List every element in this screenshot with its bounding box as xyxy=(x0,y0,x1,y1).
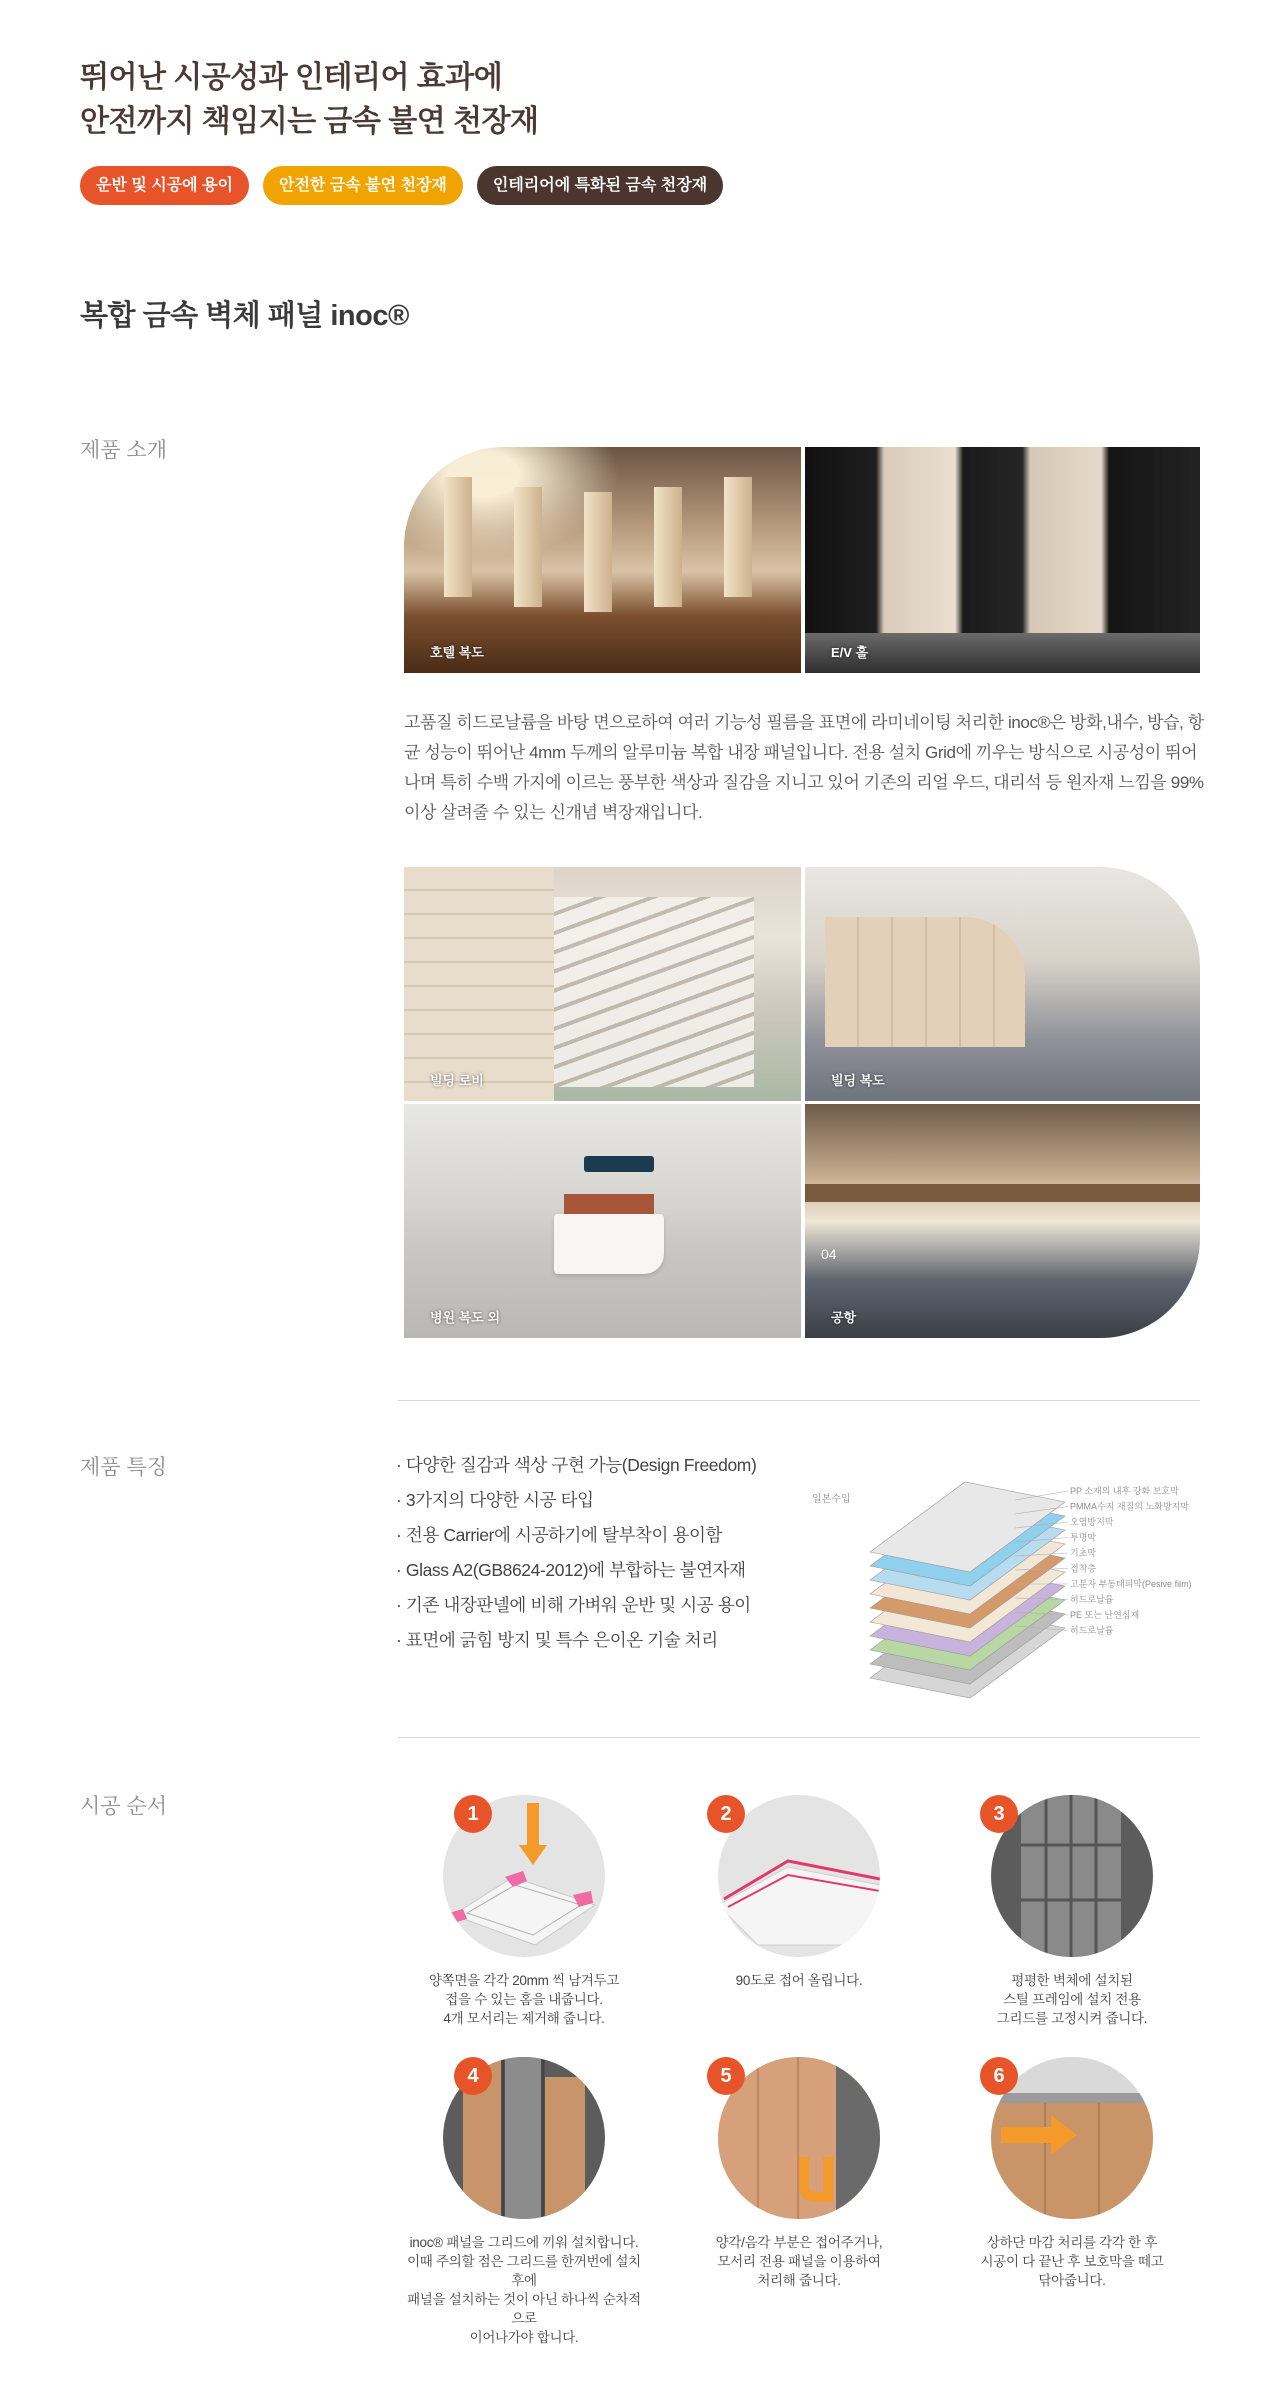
photo-hotel-corridor xyxy=(404,447,801,673)
diagram-layer-label: 접착층 xyxy=(1070,1563,1097,1574)
step-text-line: 모서리 전용 패널을 이용하여 xyxy=(717,2254,881,2269)
feature-item: · 다양한 질감과 색상 구현 가능(Design Freedom) xyxy=(396,1455,757,1475)
step-number-badge: 5 xyxy=(707,2057,745,2095)
headline-line-1: 뛰어난 시공성과 인테리어 효과에 xyxy=(80,61,503,94)
step-number-badge: 4 xyxy=(454,2057,492,2095)
step-text-line: 이어나가야 합니다. xyxy=(469,2330,579,2345)
feature-tags xyxy=(80,166,723,205)
pillar-decor xyxy=(444,477,472,597)
diagram-layer-label: 오염방지막 xyxy=(1070,1517,1114,1527)
feature-item: · Glass A2(GB8624-2012)에 부합하는 불연자재 xyxy=(396,1560,746,1580)
step-description xyxy=(404,1971,644,2028)
step-description xyxy=(679,1971,919,1990)
step-text-line: 스틸 프레임에 설치 전용 xyxy=(1003,1992,1141,2007)
step-text-line: 양쪽면을 각각 20mm 씩 남겨두고 xyxy=(428,1973,620,1988)
photo-ev-hall xyxy=(805,447,1200,673)
step-5 xyxy=(679,2057,919,2290)
step-text-line: 상하단 마감 처리를 각각 한 후 xyxy=(986,2235,1158,2250)
pillar-decor xyxy=(654,487,682,607)
step-number-badge: 6 xyxy=(980,2057,1018,2095)
photo-caption: 공항 xyxy=(831,1310,857,1325)
step-number-badge: 3 xyxy=(980,1795,1018,1833)
step-text-line: 접을 수 있는 홈을 내줍니다. xyxy=(445,1992,603,2007)
photo-building-corridor xyxy=(805,867,1200,1101)
step-1 xyxy=(404,1795,644,2028)
signboard-decor xyxy=(584,1156,654,1172)
step-3 xyxy=(952,1795,1192,2028)
ceiling-beam-decor xyxy=(805,1184,1200,1202)
photo-caption: 빌딩 로비 xyxy=(430,1073,484,1088)
photo-caption: 병원 복도 외 xyxy=(430,1310,501,1325)
diagram-layer-label: 히드로날륨 xyxy=(1070,1625,1114,1636)
diagram-layer-label: 히드로날륨 xyxy=(1070,1594,1114,1605)
step-number-badge: 1 xyxy=(454,1795,492,1833)
photo-caption: E/V 홀 xyxy=(831,645,869,660)
layer-structure-diagram xyxy=(800,1442,1220,1702)
tag-fireproof: 안전한 금속 불연 천장재 xyxy=(263,166,463,205)
photo-caption: 호텔 복도 xyxy=(430,645,484,660)
step-text-line: 그리드를 고정시켜 줍니다. xyxy=(996,2011,1148,2026)
photo-number: 04 xyxy=(821,1246,837,1262)
photo-building-lobby xyxy=(404,867,801,1101)
feature-item: · 전용 Carrier에 시공하기에 탈부착이 용이함 xyxy=(396,1525,722,1545)
step-text-line: 4개 모서리는 제거해 줍니다. xyxy=(443,2011,605,2026)
diagram-layer-label: 기초막 xyxy=(1070,1548,1097,1558)
section-divider xyxy=(398,1400,1200,1401)
headline xyxy=(80,56,539,144)
pillar-decor xyxy=(724,477,752,597)
diagram-layer-label: 고분자 부동태피막(Pesive film) xyxy=(1070,1579,1192,1589)
headline-line-2: 안전까지 책임지는 금속 불연 천장재 xyxy=(80,105,539,138)
escalator-decor xyxy=(554,897,754,1087)
step-text-line: inoc® 패널을 그리드에 끼워 설치합니다. xyxy=(409,2235,639,2250)
pillar-decor xyxy=(514,487,542,607)
section-divider xyxy=(398,1737,1200,1738)
step-description xyxy=(952,2233,1192,2290)
wood-wall-decor xyxy=(825,917,1025,1047)
photo-caption: 빌딩 복도 xyxy=(831,1073,885,1088)
step-text-line: 패널을 설치하는 것이 아닌 하나씩 순차적으로 xyxy=(407,2292,641,2326)
intro-section-label: 제품 소개 xyxy=(80,439,167,462)
features-section-label: 제품 특징 xyxy=(80,1456,167,1479)
product-title: 복합 금속 벽체 패널 inoc® xyxy=(80,300,409,332)
tag-interior: 인테리어에 특화된 금속 천장재 xyxy=(477,166,723,205)
feature-list xyxy=(396,1448,756,1658)
diagram-layer-label: PP 소재의 내후 강화 보호막 xyxy=(1070,1486,1179,1496)
step-text-line: 90도로 접어 올립니다. xyxy=(735,1973,863,1988)
product-description: 고품질 히드로날륨을 바탕 면으로하여 여러 기능성 필름을 표면에 라미네이팅 처리한 inoc®은 방화,내수, 방습, 항균 성능이 뛰어난 4mm 두께의 알루미늄 복합 내장 패널입니다. 전용 설치 Grid에 끼우는 방식으로 시공성이 뛰어나며 특히 수백 가지에 이르는 풍부한 색상과 질감을 지니고 있어 기존의 리얼 우드, 대리석 등 원자재 느낌을 99% 이상 살려줄 수 있는 신개념 벽장재입니다. xyxy=(404,713,1204,822)
diagram-layer-label: PMMA수지 재질의 노화방지막 xyxy=(1070,1501,1189,1512)
diagram-import-label: 일본수입 xyxy=(812,1494,851,1505)
step-text-line: 양각/음각 부분은 접어주거나, xyxy=(715,2235,883,2250)
step-description xyxy=(952,1971,1192,2028)
layer-stack xyxy=(870,1482,1065,1698)
tag-easy-install: 운반 및 시공에 용이 xyxy=(80,166,249,205)
reception-desk-decor xyxy=(554,1214,664,1274)
step-2 xyxy=(679,1795,919,1990)
photo-hospital-corridor xyxy=(404,1104,801,1338)
photo-airport xyxy=(805,1104,1200,1338)
process-section-label: 시공 순서 xyxy=(80,1795,167,1818)
step-number-badge: 2 xyxy=(707,1795,745,1833)
step-text-line: 처리해 줍니다. xyxy=(757,2273,841,2288)
step-6 xyxy=(952,2057,1192,2290)
step-text-line: 평평한 벽체에 설치된 xyxy=(1011,1973,1133,1988)
feature-item: · 기존 내장판넬에 비해 가벼워 운반 및 시공 용이 xyxy=(396,1595,751,1615)
step-description xyxy=(679,2233,919,2290)
diagram-layer-label: 투명막 xyxy=(1070,1532,1097,1543)
feature-item: · 3가지의 다양한 시공 타입 xyxy=(396,1490,594,1510)
feature-item: · 표면에 긁힘 방지 및 특수 은이온 기술 처리 xyxy=(396,1630,718,1650)
pillar-decor xyxy=(584,492,612,612)
step-text-line: 시공이 다 끝난 후 보호막을 떼고 xyxy=(980,2254,1164,2269)
step-4 xyxy=(404,2057,644,2347)
diagram-layer-label: PE 또는 난연심재 xyxy=(1070,1610,1140,1620)
step-text-line: 이때 주의할 점은 그리드를 한꺼번에 설치 후에 xyxy=(407,2254,641,2288)
stone-wall-decor xyxy=(404,867,554,1101)
step-description xyxy=(404,2233,644,2347)
step-text-line: 닦아줍니다. xyxy=(1038,2273,1106,2288)
